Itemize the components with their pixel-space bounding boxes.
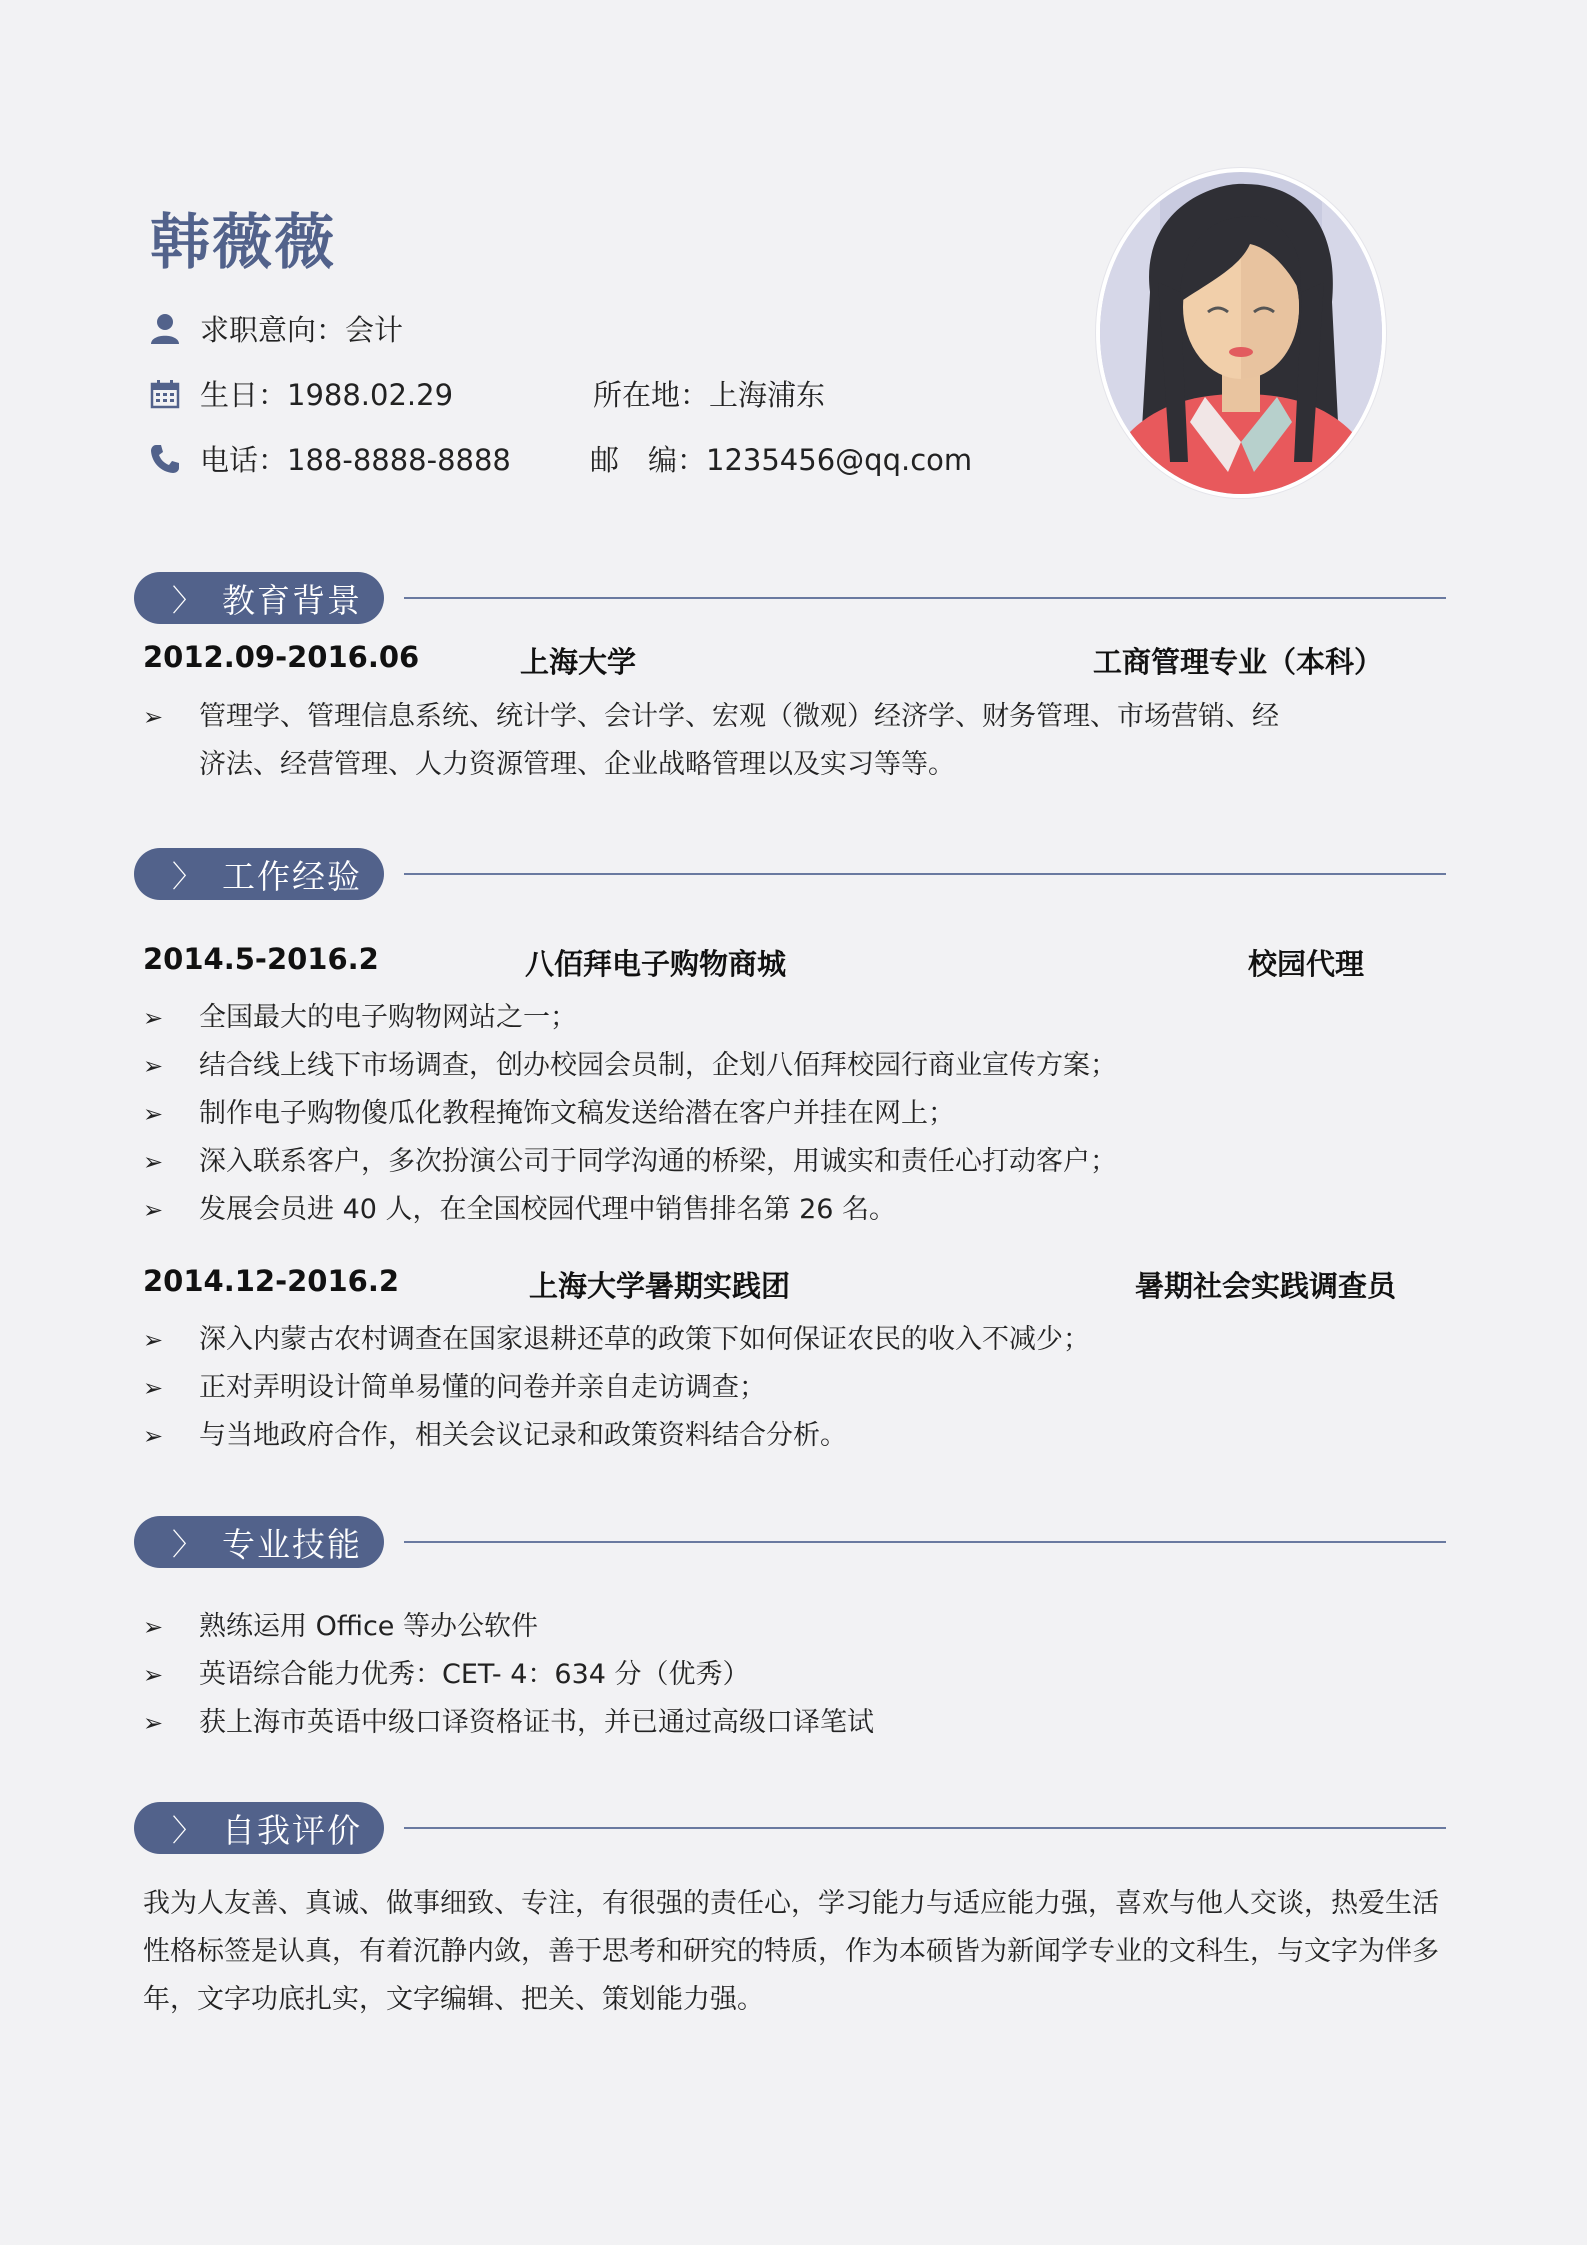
work-entry-1: [143, 942, 1403, 982]
entry-date: 2014.12-2016.2: [143, 1264, 400, 1298]
arrow-bullet-icon: ➢: [143, 1196, 164, 1224]
list-item: ➢ 结合线上线下市场调查，创办校园会员制，企划八佰拜校园行商业宣传方案；: [143, 1042, 1303, 1090]
list-item: ➢ 与当地政府合作，相关会议记录和政策资料结合分析。: [143, 1412, 1303, 1460]
work-entry-2: [143, 1264, 1403, 1304]
entry-role: 暑期社会实践调查员: [1135, 1269, 1397, 1303]
list-item: ➢ 英语综合能力优秀：CET- 4：634 分（优秀）: [143, 1651, 1303, 1699]
list-item: ➢ 获上海市英语中级口译资格证书，并已通过高级口译笔试: [143, 1699, 1303, 1747]
education-entry: [143, 640, 1403, 680]
entry-org: 上海大学: [520, 645, 637, 679]
arrow-bullet-icon: ➢: [143, 1100, 164, 1128]
person-icon: [148, 312, 182, 346]
birthday-row: [148, 373, 453, 414]
list-item: ➢ 管理学、管理信息系统、统计学、会计学、宏观（微观）经济学、财务管理、市场营销、经济法、经营管理、人力资源管理、企业战略管理以及实习等等。: [143, 693, 1293, 789]
list-item: ➢ 正对弄明设计简单易懂的问卷并亲自走访调查；: [143, 1364, 1303, 1412]
arrow-bullet-icon: ➢: [143, 1661, 164, 1689]
list-item: ➢ 深入内蒙古农村调查在国家退耕还草的政策下如何保证农民的收入不减少；: [143, 1316, 1303, 1364]
arrow-bullet-icon: ➢: [143, 1148, 164, 1176]
section-education-title: 〉 教育背景: [134, 572, 384, 624]
job-intent-text: 求职意向：会计: [200, 313, 404, 347]
section-skills-title: 〉 专业技能: [134, 1516, 384, 1568]
section-self-title: 〉 自我评价: [134, 1802, 384, 1854]
birthday-text: 生日：1988.02.29: [200, 378, 454, 412]
section-divider: [404, 873, 1446, 875]
arrow-bullet-icon: ➢: [143, 703, 164, 731]
location-text: 所在地：上海浦东: [593, 378, 826, 412]
chevron-right-icon: 〉: [172, 1814, 204, 1849]
list-item: ➢ 发展会员进 40 人，在全国校园代理中销售排名第 26 名。: [143, 1186, 1303, 1234]
section-self-header: [134, 1802, 1446, 1854]
chevron-right-icon: 〉: [172, 860, 204, 895]
entry-org: 八佰拜电子购物商城: [525, 947, 787, 981]
chevron-right-icon: 〉: [172, 1528, 204, 1563]
list-item: ➢ 制作电子购物傻瓜化教程掩饰文稿发送给潜在客户并挂在网上；: [143, 1090, 1303, 1138]
arrow-bullet-icon: ➢: [143, 1709, 164, 1737]
self-evaluation-text: 我为人友善、真诚、做事细致、专注，有很强的责任心，学习能力与适应能力强，喜欢与他人交谈，热爱生活性格标签是认真，有着沉静内敛，善于思考和研究的特质，作为本硕皆为新闻学专业的文科生，与文字为伴多年，文字功底扎实，文字编辑、把关、策划能力强。: [143, 1888, 1439, 2015]
section-divider: [404, 597, 1446, 599]
arrow-bullet-icon: ➢: [143, 1613, 164, 1641]
entry-role: 校园代理: [1248, 947, 1365, 981]
section-work-header: [134, 848, 1446, 900]
avatar: [1100, 172, 1382, 494]
job-intent-row: [148, 308, 403, 349]
arrow-bullet-icon: ➢: [143, 1326, 164, 1354]
section-divider: [404, 1827, 1446, 1829]
phone-text: 电话：188-8888-8888: [200, 443, 511, 477]
arrow-bullet-icon: ➢: [143, 1374, 164, 1402]
section-work-title: 〉 工作经验: [134, 848, 384, 900]
section-divider: [404, 1541, 1446, 1543]
arrow-bullet-icon: ➢: [143, 1004, 164, 1032]
list-item: ➢ 深入联系客户，多次扮演公司于同学沟通的桥梁，用诚实和责任心打动客户；: [143, 1138, 1303, 1186]
location-row: [593, 373, 825, 414]
phone-icon: [148, 442, 182, 476]
section-education-header: [134, 572, 1446, 624]
email-text: 邮 编：1235456@qq.com: [590, 443, 973, 477]
list-item: ➢ 熟练运用 Office 等办公软件: [143, 1603, 1303, 1651]
entry-org: 上海大学暑期实践团: [529, 1269, 791, 1303]
chevron-right-icon: 〉: [172, 584, 204, 619]
entry-date: 2012.09-2016.06: [143, 640, 420, 674]
list-item: ➢ 全国最大的电子购物网站之一；: [143, 994, 1303, 1042]
section-skills-header: [134, 1516, 1446, 1568]
avatar-illustration: [1100, 172, 1382, 494]
email-row: [590, 438, 972, 479]
arrow-bullet-icon: ➢: [143, 1052, 164, 1080]
entry-role: 工商管理专业（本科）: [1093, 645, 1384, 679]
arrow-bullet-icon: ➢: [143, 1422, 164, 1450]
calendar-icon: [148, 377, 182, 411]
candidate-name: 韩薇薇: [150, 208, 336, 278]
entry-date: 2014.5-2016.2: [143, 942, 379, 976]
phone-row: [148, 438, 511, 479]
